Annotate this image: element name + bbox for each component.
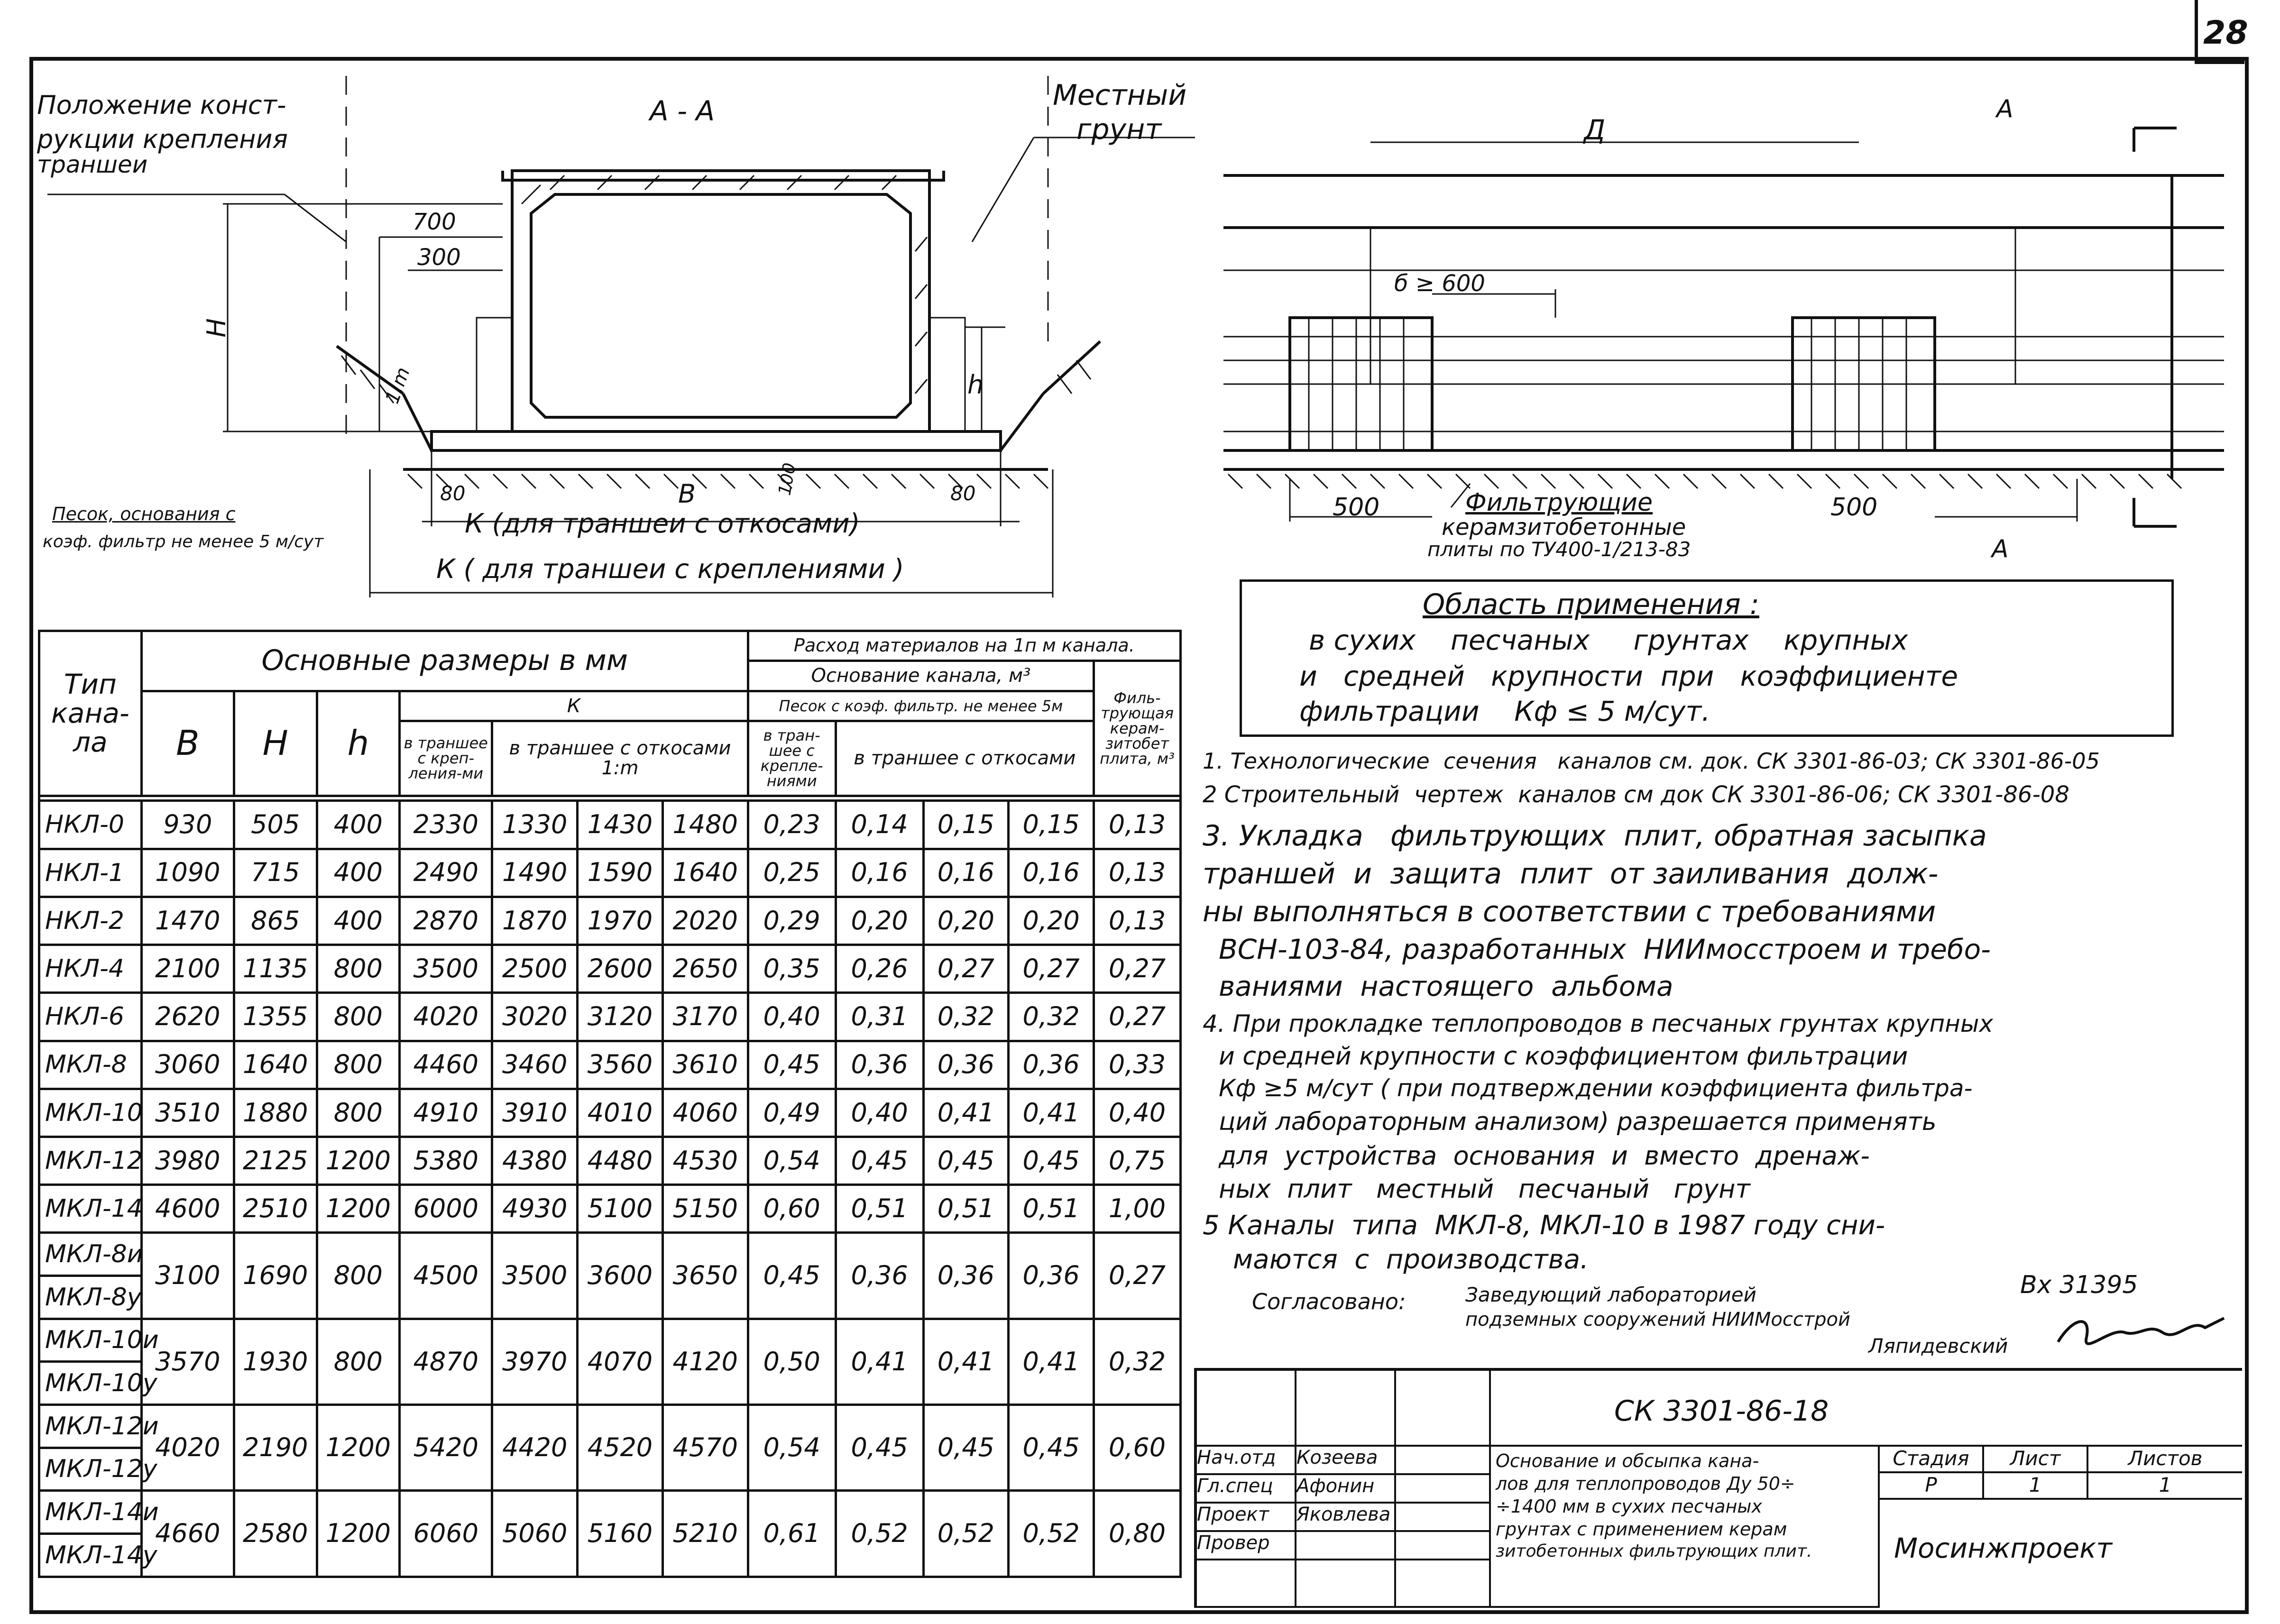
- dim-80-left: 80: [440, 482, 466, 505]
- table-cell: 4570: [662, 1405, 748, 1491]
- table-cell: 2125: [234, 1137, 317, 1185]
- note-1: 1. Технологические сечения каналов см. док. СК 3301-86-03; СК 3301-86-05: [1203, 748, 2100, 774]
- table-cell: 1200: [317, 1185, 400, 1233]
- stamp-title-3: ÷1400 мм в сухих песчаных: [1496, 1496, 1762, 1517]
- cell-type: НКЛ-0: [39, 801, 142, 849]
- table-cell: 1200: [317, 1491, 400, 1577]
- stamp-title-5: зитобетонных фильтрующих плит.: [1496, 1541, 1812, 1561]
- table-cell: 0,27: [1094, 1233, 1181, 1319]
- table-cell: 3020: [492, 993, 578, 1041]
- table-cell: 1930: [234, 1319, 317, 1404]
- table-cell: 2490: [400, 849, 492, 897]
- approval-text-1: Заведующий лабораторией: [1465, 1283, 1756, 1306]
- table-cell: 0,29: [748, 897, 836, 945]
- label-slope: 1:m: [381, 364, 414, 407]
- table-cell: 4930: [492, 1185, 578, 1233]
- table-cell: 3120: [578, 993, 663, 1041]
- table-cell: 0,25: [748, 849, 836, 897]
- table-cell: 0,61: [748, 1491, 836, 1577]
- stamp-code: СК 3301-86-18: [1614, 1395, 1829, 1428]
- approval-label: Согласовано:: [1252, 1289, 1406, 1314]
- cell-type: НКЛ-4: [39, 945, 142, 993]
- table-cell: 1470: [141, 897, 234, 945]
- table-row-pair: [39, 1233, 1181, 1276]
- table-cell: 0,40: [748, 993, 836, 1041]
- header-main-dimensions: Основные размеры в мм: [141, 631, 748, 691]
- header-H: Н: [234, 691, 317, 796]
- table-cell: 0,16: [836, 849, 923, 897]
- table-cell: 2650: [662, 945, 748, 993]
- table-cell: 2330: [400, 801, 492, 849]
- table-cell: 0,35: [748, 945, 836, 993]
- table-row: [39, 1089, 1181, 1137]
- note-5-line-2: маются с производства.: [1233, 1244, 1589, 1275]
- header-sand-supports: в тран-шее с крепле-ниями: [748, 721, 836, 796]
- table-cell: 3100: [141, 1233, 234, 1319]
- table-cell: 800: [317, 1233, 400, 1319]
- stamp-role-3: Проект: [1197, 1504, 1296, 1532]
- table-cell: 0,33: [1094, 1041, 1181, 1089]
- cell-type: МКЛ-14у: [39, 1534, 142, 1577]
- table-cell: 1200: [317, 1137, 400, 1185]
- table-cell: 5060: [492, 1491, 578, 1577]
- table-cell: 0,45: [836, 1405, 923, 1491]
- note-4-line-6: ных плит местный песчаный грунт: [1219, 1174, 1750, 1204]
- note-position-line-3: траншеи: [37, 151, 148, 178]
- stamp-stage: Р: [1880, 1473, 1984, 1500]
- header-materials: Расход материалов на 1п м канала.: [748, 631, 1180, 661]
- stamp-org: Мосинжпроект: [1894, 1532, 2113, 1564]
- table-cell: 0,41: [923, 1319, 1009, 1404]
- note-2: 2 Строительный чертеж каналов см док СК 3301-86-06; СК 3301-86-08: [1203, 781, 2069, 808]
- note-3-line-1: 3. Укладка фильтрующих плит, обратная засыпка: [1203, 819, 1987, 853]
- table-cell: 3500: [492, 1233, 578, 1319]
- table-cell: 0,45: [1009, 1137, 1094, 1185]
- table-cell: 4010: [578, 1089, 663, 1137]
- plan-dimensions: [1290, 128, 2177, 526]
- stamp-title-1: Основание и обсыпка кана-: [1496, 1450, 1759, 1471]
- stamp-signature-1: [1396, 1447, 1491, 1475]
- table-cell: 0,32: [1009, 993, 1094, 1041]
- table-row: [39, 801, 1181, 849]
- table-cell: 5380: [400, 1137, 492, 1185]
- label-h: h: [967, 370, 984, 400]
- table-cell: 3600: [578, 1233, 663, 1319]
- table-cell: 1590: [578, 849, 663, 897]
- dim-500-right: 500: [1830, 493, 1878, 522]
- table-cell: 0,45: [748, 1233, 836, 1319]
- cell-type: МКЛ-12и: [39, 1405, 142, 1448]
- table-cell: 2020: [662, 897, 748, 945]
- note-3-line-5: ваниями настоящего альбома: [1219, 970, 1673, 1002]
- table-cell: 0,49: [748, 1089, 836, 1137]
- table-cell: 0,45: [923, 1137, 1009, 1185]
- table-cell: 4870: [400, 1319, 492, 1404]
- table-row: [39, 849, 1181, 897]
- stamp-signature-3: [1396, 1504, 1491, 1532]
- table-cell: 3500: [400, 945, 492, 993]
- table-cell: 0,20: [1009, 897, 1094, 945]
- stamp-title-4: грунтах с применением керам: [1496, 1519, 1787, 1540]
- note-soil-line-1: Местный: [1053, 79, 1187, 112]
- table-cell: 0,60: [1094, 1405, 1181, 1491]
- table-cell: 0,36: [1009, 1041, 1094, 1089]
- note-sand-line-2: коэф. фильтр не менее 5 м/сут: [43, 532, 324, 551]
- dim-K-supports: К ( для траншеи с креплениями ): [436, 554, 904, 585]
- stamp-title-2: лов для теплопроводов Ду 50÷: [1496, 1473, 1795, 1494]
- table-row: [39, 897, 1181, 945]
- plan-hatch: [1228, 474, 2181, 488]
- table-cell: 2100: [141, 945, 234, 993]
- table-cell: 4500: [400, 1233, 492, 1319]
- table-cell: 1330: [492, 801, 578, 849]
- note-sand-line-1: Песок, основания с: [52, 504, 236, 524]
- table-cell: 3570: [141, 1319, 234, 1404]
- table-cell: 5420: [400, 1405, 492, 1491]
- side-fill-left: [477, 318, 512, 431]
- table-cell: 3460: [492, 1041, 578, 1089]
- table-cell: 0,36: [923, 1041, 1009, 1089]
- table-cell: 0,80: [1094, 1491, 1181, 1577]
- table-cell: 1200: [317, 1405, 400, 1491]
- pipe-lines: [1223, 142, 2224, 479]
- stamp-signature-2: [1396, 1475, 1491, 1504]
- table-cell: 0,32: [923, 993, 1009, 1041]
- label-B: В: [678, 479, 696, 509]
- table-cell: 0,54: [748, 1137, 836, 1185]
- label-A-bottom: А: [1992, 535, 2009, 563]
- section-label: А - А: [650, 95, 715, 127]
- table-cell: 4910: [400, 1089, 492, 1137]
- note-3-line-3: ны выполняться в соответствии с требованиями: [1203, 895, 1936, 928]
- table-cell: 1090: [141, 849, 234, 897]
- table-cell: 400: [317, 897, 400, 945]
- table-cell: 3970: [492, 1319, 578, 1404]
- stamp-h-stage: Стадия: [1880, 1447, 1984, 1473]
- cell-type: МКЛ-14: [39, 1185, 142, 1233]
- note-plates-line-3: плиты по ТУ400-1/213-83: [1427, 538, 1691, 561]
- table-cell: 800: [317, 1319, 400, 1404]
- table-cell: 4120: [662, 1319, 748, 1404]
- approval-text-2: подземных сооружений НИИМосстрой: [1465, 1309, 1851, 1330]
- table-cell: 0,40: [836, 1089, 923, 1137]
- table-cell: 0,13: [1094, 897, 1181, 945]
- table-cell: 4070: [578, 1319, 663, 1404]
- cell-type: НКЛ-2: [39, 897, 142, 945]
- table-cell: 0,27: [1009, 945, 1094, 993]
- cell-type: НКЛ-1: [39, 849, 142, 897]
- table-cell: 2870: [400, 897, 492, 945]
- table-cell: 0,45: [1009, 1405, 1094, 1491]
- stamp-sheets: 1: [2088, 1473, 2242, 1500]
- table-cell: 0,51: [923, 1185, 1009, 1233]
- table-cell: 0,27: [1094, 945, 1181, 993]
- table-cell: 0,41: [836, 1319, 923, 1404]
- table-cell: 0,51: [1009, 1185, 1094, 1233]
- table-row: [39, 945, 1181, 993]
- header-sand-slopes: в траншее с откосами: [836, 721, 1094, 796]
- header-K-supports: в траншее с креп-ления-ми: [400, 721, 492, 796]
- table-cell: 3610: [662, 1041, 748, 1089]
- table-cell: 4480: [578, 1137, 663, 1185]
- table-row-pair: [39, 1491, 1181, 1534]
- scope-line-3: фильтрации Кф ≤ 5 м/сут.: [1299, 695, 1710, 727]
- table-cell: 0,41: [1009, 1089, 1094, 1137]
- table-cell: 3060: [141, 1041, 234, 1089]
- table-cell: 0,20: [923, 897, 1009, 945]
- scope-line-2: и средней крупности при коэффициенте: [1299, 660, 1958, 692]
- dim-K-slopes: К (для траншеи с откосами): [465, 508, 860, 539]
- table-cell: 4020: [400, 993, 492, 1041]
- table-cell: 5100: [578, 1185, 663, 1233]
- table-cell: 3650: [662, 1233, 748, 1319]
- table-cell: 0,52: [836, 1491, 923, 1577]
- table-cell: 1,00: [1094, 1185, 1181, 1233]
- cell-type: МКЛ-14и: [39, 1491, 142, 1534]
- table-cell: 2620: [141, 993, 234, 1041]
- note-position-line-2: рукции крепления: [37, 124, 288, 154]
- table-cell: 4060: [662, 1089, 748, 1137]
- table-cell: 5150: [662, 1185, 748, 1233]
- note-plates-line-2: керамзитобетонные: [1442, 514, 1686, 541]
- note-5-line-1: 5 Каналы типа МКЛ-8, МКЛ-10 в 1987 году сни-: [1203, 1210, 1885, 1241]
- table-cell: 505: [234, 801, 317, 849]
- channel-section: [503, 171, 944, 431]
- dim-b: б ≥ 600: [1394, 270, 1485, 297]
- dim-80-right: 80: [950, 482, 976, 505]
- stamp-h-sheet: Лист: [1984, 1447, 2088, 1473]
- table-cell: 4420: [492, 1405, 578, 1491]
- table-cell: 0,32: [1094, 1319, 1181, 1404]
- table-cell: 2600: [578, 945, 663, 993]
- note-4-line-4: ций лабораторным анализом) разрешается применять: [1219, 1108, 1937, 1136]
- table-cell: 0,45: [748, 1041, 836, 1089]
- approval-name: Ляпидевский: [1868, 1334, 2008, 1358]
- cell-type: МКЛ-8и: [39, 1233, 142, 1276]
- table-cell: 6000: [400, 1185, 492, 1233]
- stamp-h-sheets: Листов: [2088, 1447, 2242, 1473]
- table-cell: 4380: [492, 1137, 578, 1185]
- table-cell: 800: [317, 993, 400, 1041]
- signature-icon: [2053, 1299, 2234, 1366]
- dimensions-table: [38, 630, 1182, 1578]
- table-cell: 0,40: [1094, 1089, 1181, 1137]
- table-row: [39, 1185, 1181, 1233]
- table-cell: 4460: [400, 1041, 492, 1089]
- table-cell: 0,45: [836, 1137, 923, 1185]
- label-A-top: А: [1996, 95, 2013, 123]
- table-cell: 2510: [234, 1185, 317, 1233]
- cell-type: МКЛ-10у: [39, 1362, 142, 1405]
- table-cell: 4020: [141, 1405, 234, 1491]
- cell-type: МКЛ-8у: [39, 1276, 142, 1319]
- stamp-name-2: Афонин: [1296, 1475, 1396, 1504]
- note-3-line-4: ВСН-103-84, разработанных НИИмосстроем и требо-: [1219, 933, 1991, 965]
- label-100: 100: [775, 461, 800, 497]
- dim-700: 700: [413, 209, 456, 235]
- table-cell: 0,13: [1094, 849, 1181, 897]
- table-cell: 1355: [234, 993, 317, 1041]
- page-number: 28: [2203, 14, 2248, 52]
- table-cell: 0,60: [748, 1185, 836, 1233]
- cell-type: МКЛ-10и: [39, 1319, 142, 1362]
- table-cell: 1690: [234, 1233, 317, 1319]
- table-cell: 0,15: [1009, 801, 1094, 849]
- table-row-pair: [39, 1319, 1181, 1362]
- table-cell: 800: [317, 945, 400, 993]
- scope-line-1: в сухих песчаных грунтах крупных: [1309, 624, 1908, 656]
- header-type: Тип кана-ла: [39, 631, 142, 796]
- stamp-role-4: Провер: [1197, 1532, 1296, 1560]
- table-cell: 0,36: [836, 1041, 923, 1089]
- table-cell: 1135: [234, 945, 317, 993]
- stamp-role-2: Гл.спец: [1197, 1475, 1296, 1504]
- stamp-signature-4: [1396, 1532, 1491, 1560]
- note-4-line-1: 4. При прокладке теплопроводов в песчаных грунтах крупных: [1203, 1010, 1993, 1037]
- table-cell: 2500: [492, 945, 578, 993]
- table-cell: 400: [317, 849, 400, 897]
- table-cell: 0,16: [1009, 849, 1094, 897]
- stamp-name-1: Козеева: [1296, 1447, 1396, 1475]
- table-cell: 1970: [578, 897, 663, 945]
- side-fill-right: [929, 318, 965, 431]
- cell-type: МКЛ-8: [39, 1041, 142, 1089]
- table-row: [39, 993, 1181, 1041]
- header-sand: Песок с коэф. фильтр. не менее 5м: [748, 691, 1094, 721]
- table-cell: 4520: [578, 1405, 663, 1491]
- table-cell: 0,15: [923, 801, 1009, 849]
- table-cell: 4600: [141, 1185, 234, 1233]
- table-row: [39, 1137, 1181, 1185]
- dim-300: 300: [417, 244, 461, 271]
- header-K: К: [400, 691, 748, 721]
- table-cell: 0,36: [923, 1233, 1009, 1319]
- table-cell: 0,36: [1009, 1233, 1094, 1319]
- table-cell: 1880: [234, 1089, 317, 1137]
- note-position-line-1: Положение конст-: [37, 90, 286, 120]
- title-block: [1194, 1368, 2242, 1608]
- table-cell: 0,36: [836, 1233, 923, 1319]
- note-soil-line-2: грунт: [1076, 113, 1162, 146]
- table-cell: 1640: [662, 849, 748, 897]
- note-4-line-2: и средней крупности с коэффициентом фильтрации: [1219, 1042, 1908, 1071]
- table-cell: 1490: [492, 849, 578, 897]
- table-cell: 0,45: [923, 1405, 1009, 1491]
- header-filter-plate: Филь-трующая керам-зитобет плита, м³: [1094, 661, 1181, 796]
- table-row-pair: [39, 1405, 1181, 1448]
- label-D: Д: [1584, 114, 1606, 146]
- table-cell: 0,20: [836, 897, 923, 945]
- table-cell: 2190: [234, 1405, 317, 1491]
- table-cell: 1430: [578, 801, 663, 849]
- scope-title: Область применения :: [1423, 588, 1759, 621]
- table-cell: 3910: [492, 1089, 578, 1137]
- table-cell: 0,52: [1009, 1491, 1094, 1577]
- table-cell: 0,23: [748, 801, 836, 849]
- table-cell: 0,51: [836, 1185, 923, 1233]
- table-cell: 4530: [662, 1137, 748, 1185]
- stamp-name-4: [1296, 1532, 1396, 1560]
- table-cell: 3170: [662, 993, 748, 1041]
- note-plates-line-1: Фильтрующие: [1465, 488, 1653, 517]
- table-cell: 2580: [234, 1491, 317, 1577]
- header-base: Основание канала, м³: [748, 661, 1094, 691]
- table-cell: 715: [234, 849, 317, 897]
- table-cell: 0,41: [923, 1089, 1009, 1137]
- table-cell: 1480: [662, 801, 748, 849]
- label-H: Н: [201, 318, 231, 338]
- table-cell: 1640: [234, 1041, 317, 1089]
- table-cell: 0,16: [923, 849, 1009, 897]
- header-K-slopes: в траншее с откосами 1:m: [492, 721, 748, 796]
- table-cell: 0,54: [748, 1405, 836, 1491]
- cell-type: НКЛ-6: [39, 993, 142, 1041]
- stamp-sheet: 1: [1984, 1473, 2088, 1500]
- table-cell: 0,52: [923, 1491, 1009, 1577]
- dim-500-left: 500: [1333, 493, 1380, 522]
- header-h: h: [317, 691, 400, 796]
- table-cell: 800: [317, 1089, 400, 1137]
- table-cell: 1870: [492, 897, 578, 945]
- table-cell: 0,75: [1094, 1137, 1181, 1185]
- table-cell: 4660: [141, 1491, 234, 1577]
- table-cell: 865: [234, 897, 317, 945]
- table-cell: 0,13: [1094, 801, 1181, 849]
- stamp-role-1: Нач.отд: [1197, 1447, 1296, 1475]
- table-cell: 0,41: [1009, 1319, 1094, 1404]
- cell-type: МКЛ-12у: [39, 1448, 142, 1491]
- header-B: В: [141, 691, 234, 796]
- table-cell: 3980: [141, 1137, 234, 1185]
- note-3-line-2: траншей и защита плит от заиливания долж-: [1203, 857, 1939, 890]
- table-cell: 5160: [578, 1491, 663, 1577]
- table-cell: 0,14: [836, 801, 923, 849]
- table-cell: 5210: [662, 1491, 748, 1577]
- note-4-line-5: для устройства основания и вместо дренаж-: [1219, 1141, 1870, 1171]
- base-plate: [432, 431, 1001, 450]
- table-cell: 3560: [578, 1041, 663, 1089]
- table-cell: 0,26: [836, 945, 923, 993]
- table-cell: 0,50: [748, 1319, 836, 1404]
- cell-type: МКЛ-12: [39, 1137, 142, 1185]
- table-cell: 3510: [141, 1089, 234, 1137]
- table-cell: 6060: [400, 1491, 492, 1577]
- table-cell: 0,27: [1094, 993, 1181, 1041]
- table-cell: 0,27: [923, 945, 1009, 993]
- table-row: [39, 1041, 1181, 1089]
- stamp-name-3: Яковлева: [1296, 1504, 1396, 1532]
- note-4-line-3: Кф ≥5 м/сут ( при подтверждении коэффициента фильтра-: [1219, 1074, 1973, 1102]
- table-cell: 930: [141, 801, 234, 849]
- table-cell: 800: [317, 1041, 400, 1089]
- cell-type: МКЛ-10: [39, 1089, 142, 1137]
- table-cell: 0,31: [836, 993, 923, 1041]
- table-cell: 400: [317, 801, 400, 849]
- approval-incoming: Вх 31395: [2020, 1271, 2138, 1299]
